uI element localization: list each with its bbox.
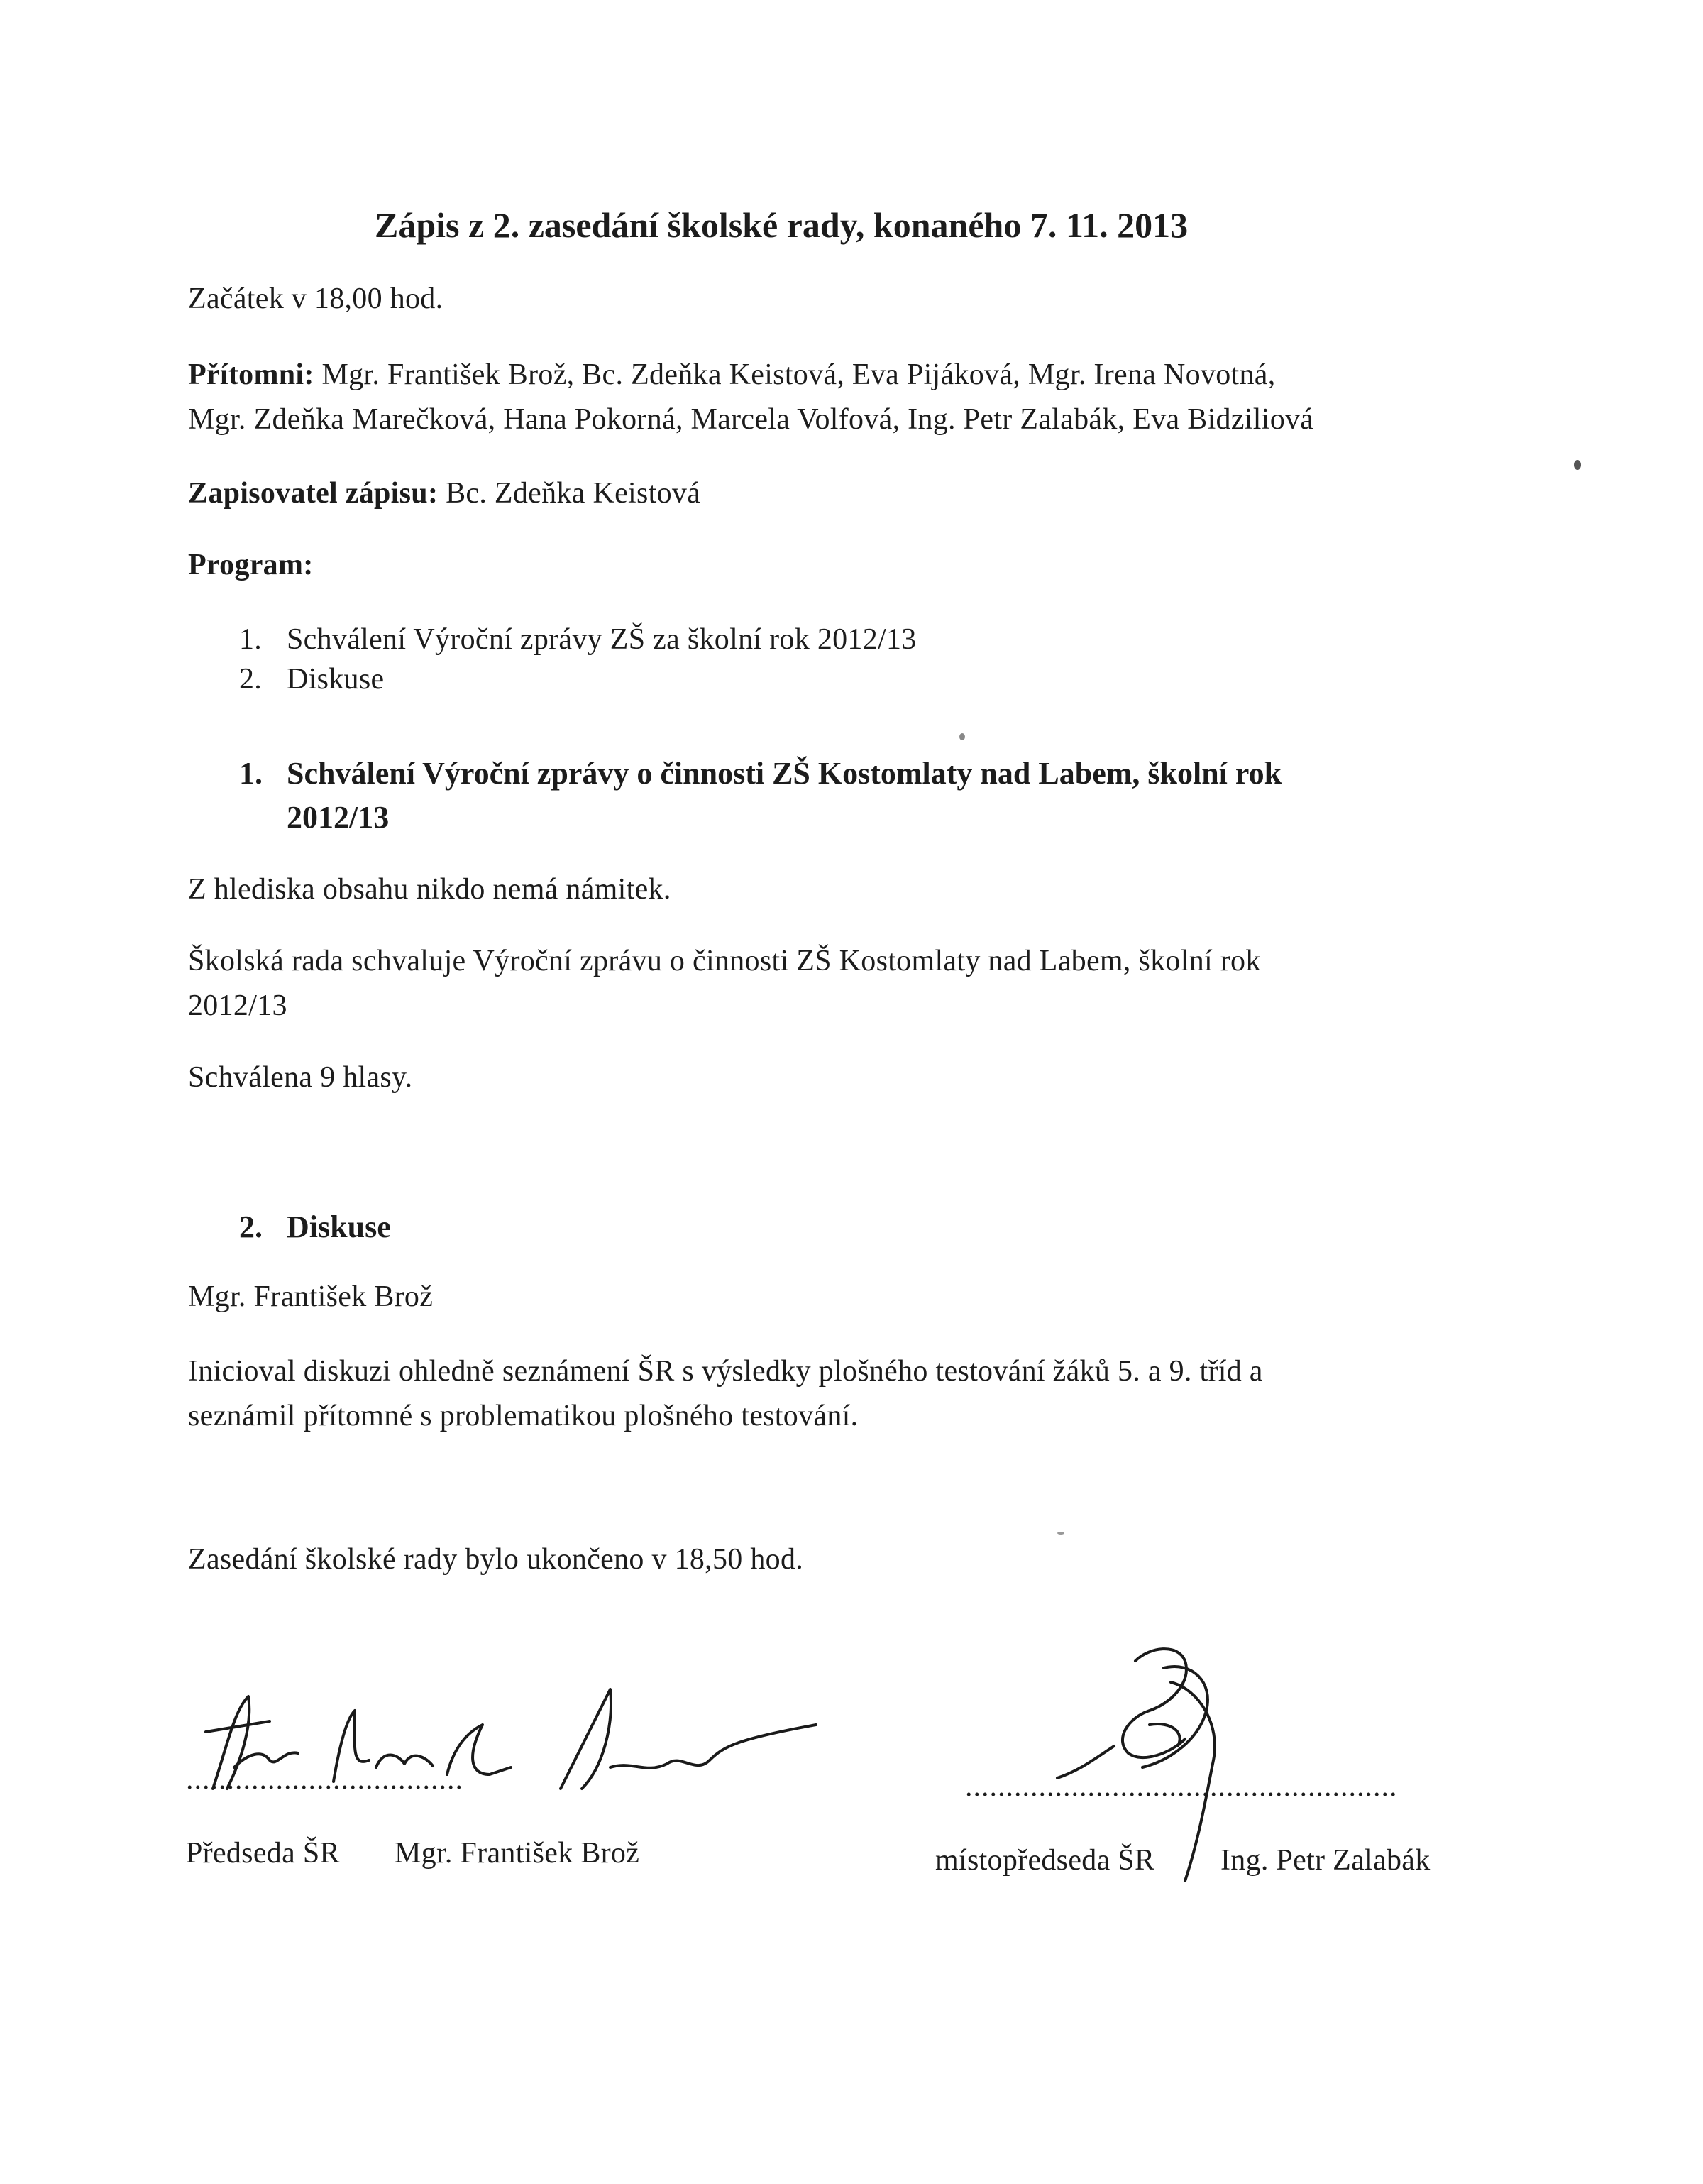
- attendees-line-1: [188, 360, 1276, 390]
- section-1-title-line-1: Schválení Výroční zprávy o činnosti ZŠ Kostomlaty nad Labem, školní rok: [287, 756, 1282, 791]
- recorder-line: [188, 478, 700, 508]
- recorder-value: Bc. Zdeňka Keistová: [446, 477, 701, 510]
- program-item-1-num: 1.: [239, 623, 263, 656]
- section-1-paragraph-2-line-1: Školská rada schvaluje Výroční zprávu o činnosti ZŠ Kostomlaty nad Labem, školní rok: [188, 945, 1261, 977]
- section-1-title-line-2: 2012/13: [287, 800, 390, 835]
- closing-statement: Zasedání školské rady bylo ukončeno v 18,50 hod.: [188, 1543, 804, 1576]
- scan-speck: [959, 733, 965, 740]
- section-2-speaker: Mgr. František Brož: [188, 1280, 434, 1313]
- attendees-label: Přítomni:: [188, 358, 314, 391]
- section-2-paragraph-line-2: seznámil přítomné s problematikou plošného testování.: [188, 1400, 859, 1432]
- program-item-1-text: Schválení Výroční zprávy ZŠ za školní rok 2012/13: [287, 623, 917, 656]
- attendees-names-1: Mgr. František Brož, Bc. Zdeňka Keistová, Eva Pijáková, Mgr. Irena Novotná,: [321, 358, 1276, 391]
- section-2-title: Diskuse: [287, 1209, 391, 1244]
- program-label: Program:: [188, 549, 314, 581]
- section-2-num: 2.: [239, 1209, 263, 1244]
- program-item-2-text: Diskuse: [287, 663, 385, 696]
- left-handwritten-signature: [184, 1682, 823, 1803]
- program-item-2-num: 2.: [239, 663, 263, 696]
- left-signature-role: Předseda ŠR: [186, 1837, 340, 1870]
- attendees-line-2: Mgr. Zdeňka Marečková, Hana Pokorná, Marcela Volfová, Ing. Petr Zalabák, Eva Bidziliová: [188, 403, 1314, 436]
- section-1-paragraph-2-line-2: 2012/13: [188, 989, 287, 1022]
- right-signature-name: Ing. Petr Zalabák: [1220, 1844, 1431, 1877]
- section-1-num: 1.: [239, 756, 263, 791]
- right-signature-dotted-line: .....................................................: [965, 1770, 1398, 1803]
- scan-speck: [1057, 1532, 1064, 1535]
- section-1-paragraph-3: Schválena 9 hlasy.: [188, 1061, 413, 1094]
- left-signature-dotted-line: ..................................: [186, 1763, 463, 1796]
- start-time: Začátek v 18,00 hod.: [188, 282, 443, 315]
- scan-speck: [1574, 460, 1581, 470]
- left-signature-name: Mgr. František Brož: [395, 1837, 640, 1870]
- document-title: Zápis z 2. zasedání školské rady, konaného 7. 11. 2013: [375, 205, 1189, 245]
- section-1-paragraph-1: Z hlediska obsahu nikdo nemá námitek.: [188, 873, 671, 906]
- right-signature-role: místopředseda ŠR: [935, 1844, 1155, 1877]
- recorder-label: Zapisovatel zápisu:: [188, 477, 439, 510]
- section-2-paragraph-line-1: Inicioval diskuzi ohledně seznámení ŠR s výsledky plošného testování žáků 5. a 9. tříd a: [188, 1355, 1263, 1388]
